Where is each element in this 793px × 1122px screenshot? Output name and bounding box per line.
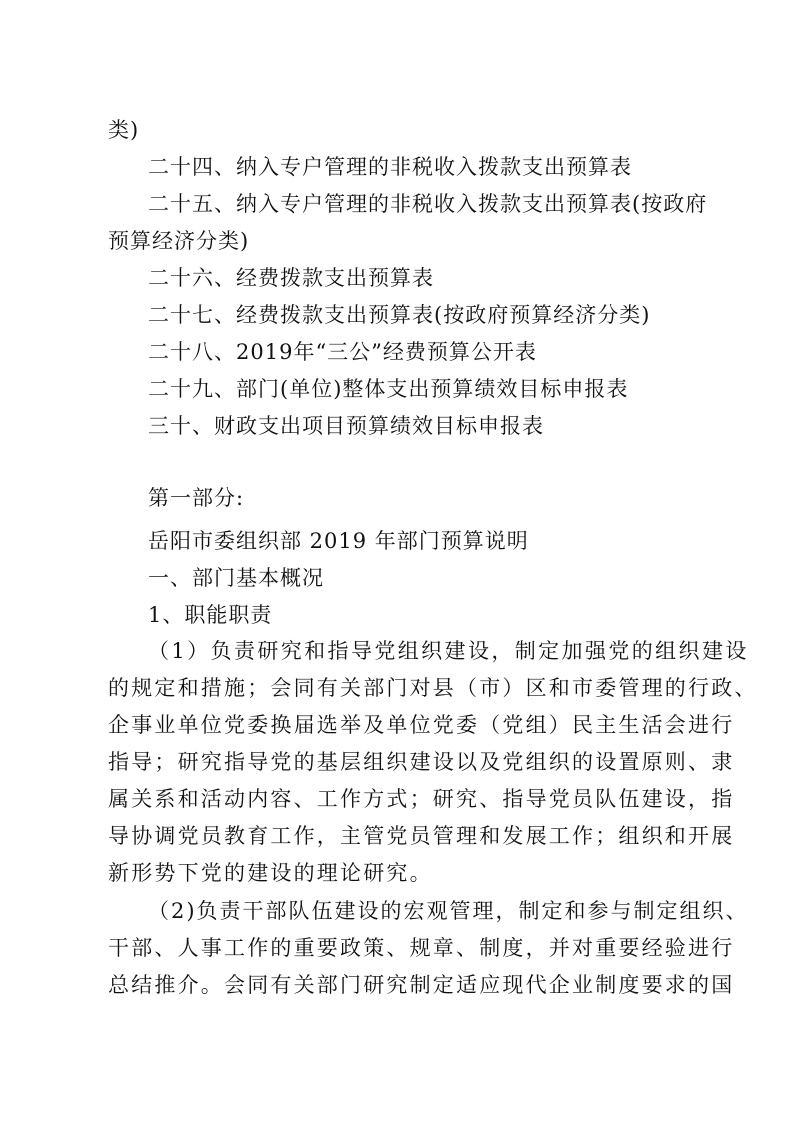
paragraph-line: 新形势下党的建设的理论研究。 [108,861,433,885]
paragraph-line: 企事业单位党委换届选举及单位党委（党组）民主生活会进行 [108,713,735,737]
part-title: 岳阳市委组织部 2019 年部门预算说明 [148,529,529,553]
paragraph-line: 导协调党员教育工作，主管党员管理和发展工作；组织和开展 [108,824,735,848]
paragraph-line: 属关系和活动内容、工作方式；研究、指导党员队伍建设，指 [108,787,735,811]
toc-line: 二十四、纳入专户管理的非税收入拨款支出预算表 [148,155,632,179]
toc-line: 二十五、纳入专户管理的非税收入拨款支出预算表(按政府 [148,192,708,216]
paragraph-line: （2)负责干部队伍建设的宏观管理，制定和参与制定组织、 [148,899,749,923]
toc-line: 类) [108,118,140,142]
paragraph-line: 的规定和措施；会同有关部门对县（市）区和市委管理的行政、 [108,676,758,700]
paragraph-line: 干部、人事工作的重要政策、规章、制度，并对重要经验进行 [108,936,735,960]
paragraph-line: 指导；研究指导党的基层组织建设以及党组织的设置原则、隶 [108,750,735,774]
paragraph-line: 总结推介。会同有关部门研究制定适应现代企业制度要求的国 [108,973,735,997]
subsection-heading: 1、职能职责 [148,603,273,627]
toc-line: 二十八、2019年“三公”经费预算公开表 [148,340,537,364]
toc-line: 二十六、经费拨款支出预算表 [148,266,434,290]
toc-line: 二十七、经费拨款支出预算表(按政府预算经济分类) [148,303,651,327]
paragraph-line: （1）负责研究和指导党组织建设，制定加强党的组织建设 [148,639,749,663]
section-heading: 一、部门基本概况 [148,566,324,590]
part-heading: 第一部分: [148,486,245,510]
toc-line: 三十、财政支出项目预算绩效目标申报表 [148,414,544,438]
toc-line: 预算经济分类) [108,229,250,253]
toc-line: 二十九、部门(单位)整体支出预算绩效目标申报表 [148,377,629,401]
